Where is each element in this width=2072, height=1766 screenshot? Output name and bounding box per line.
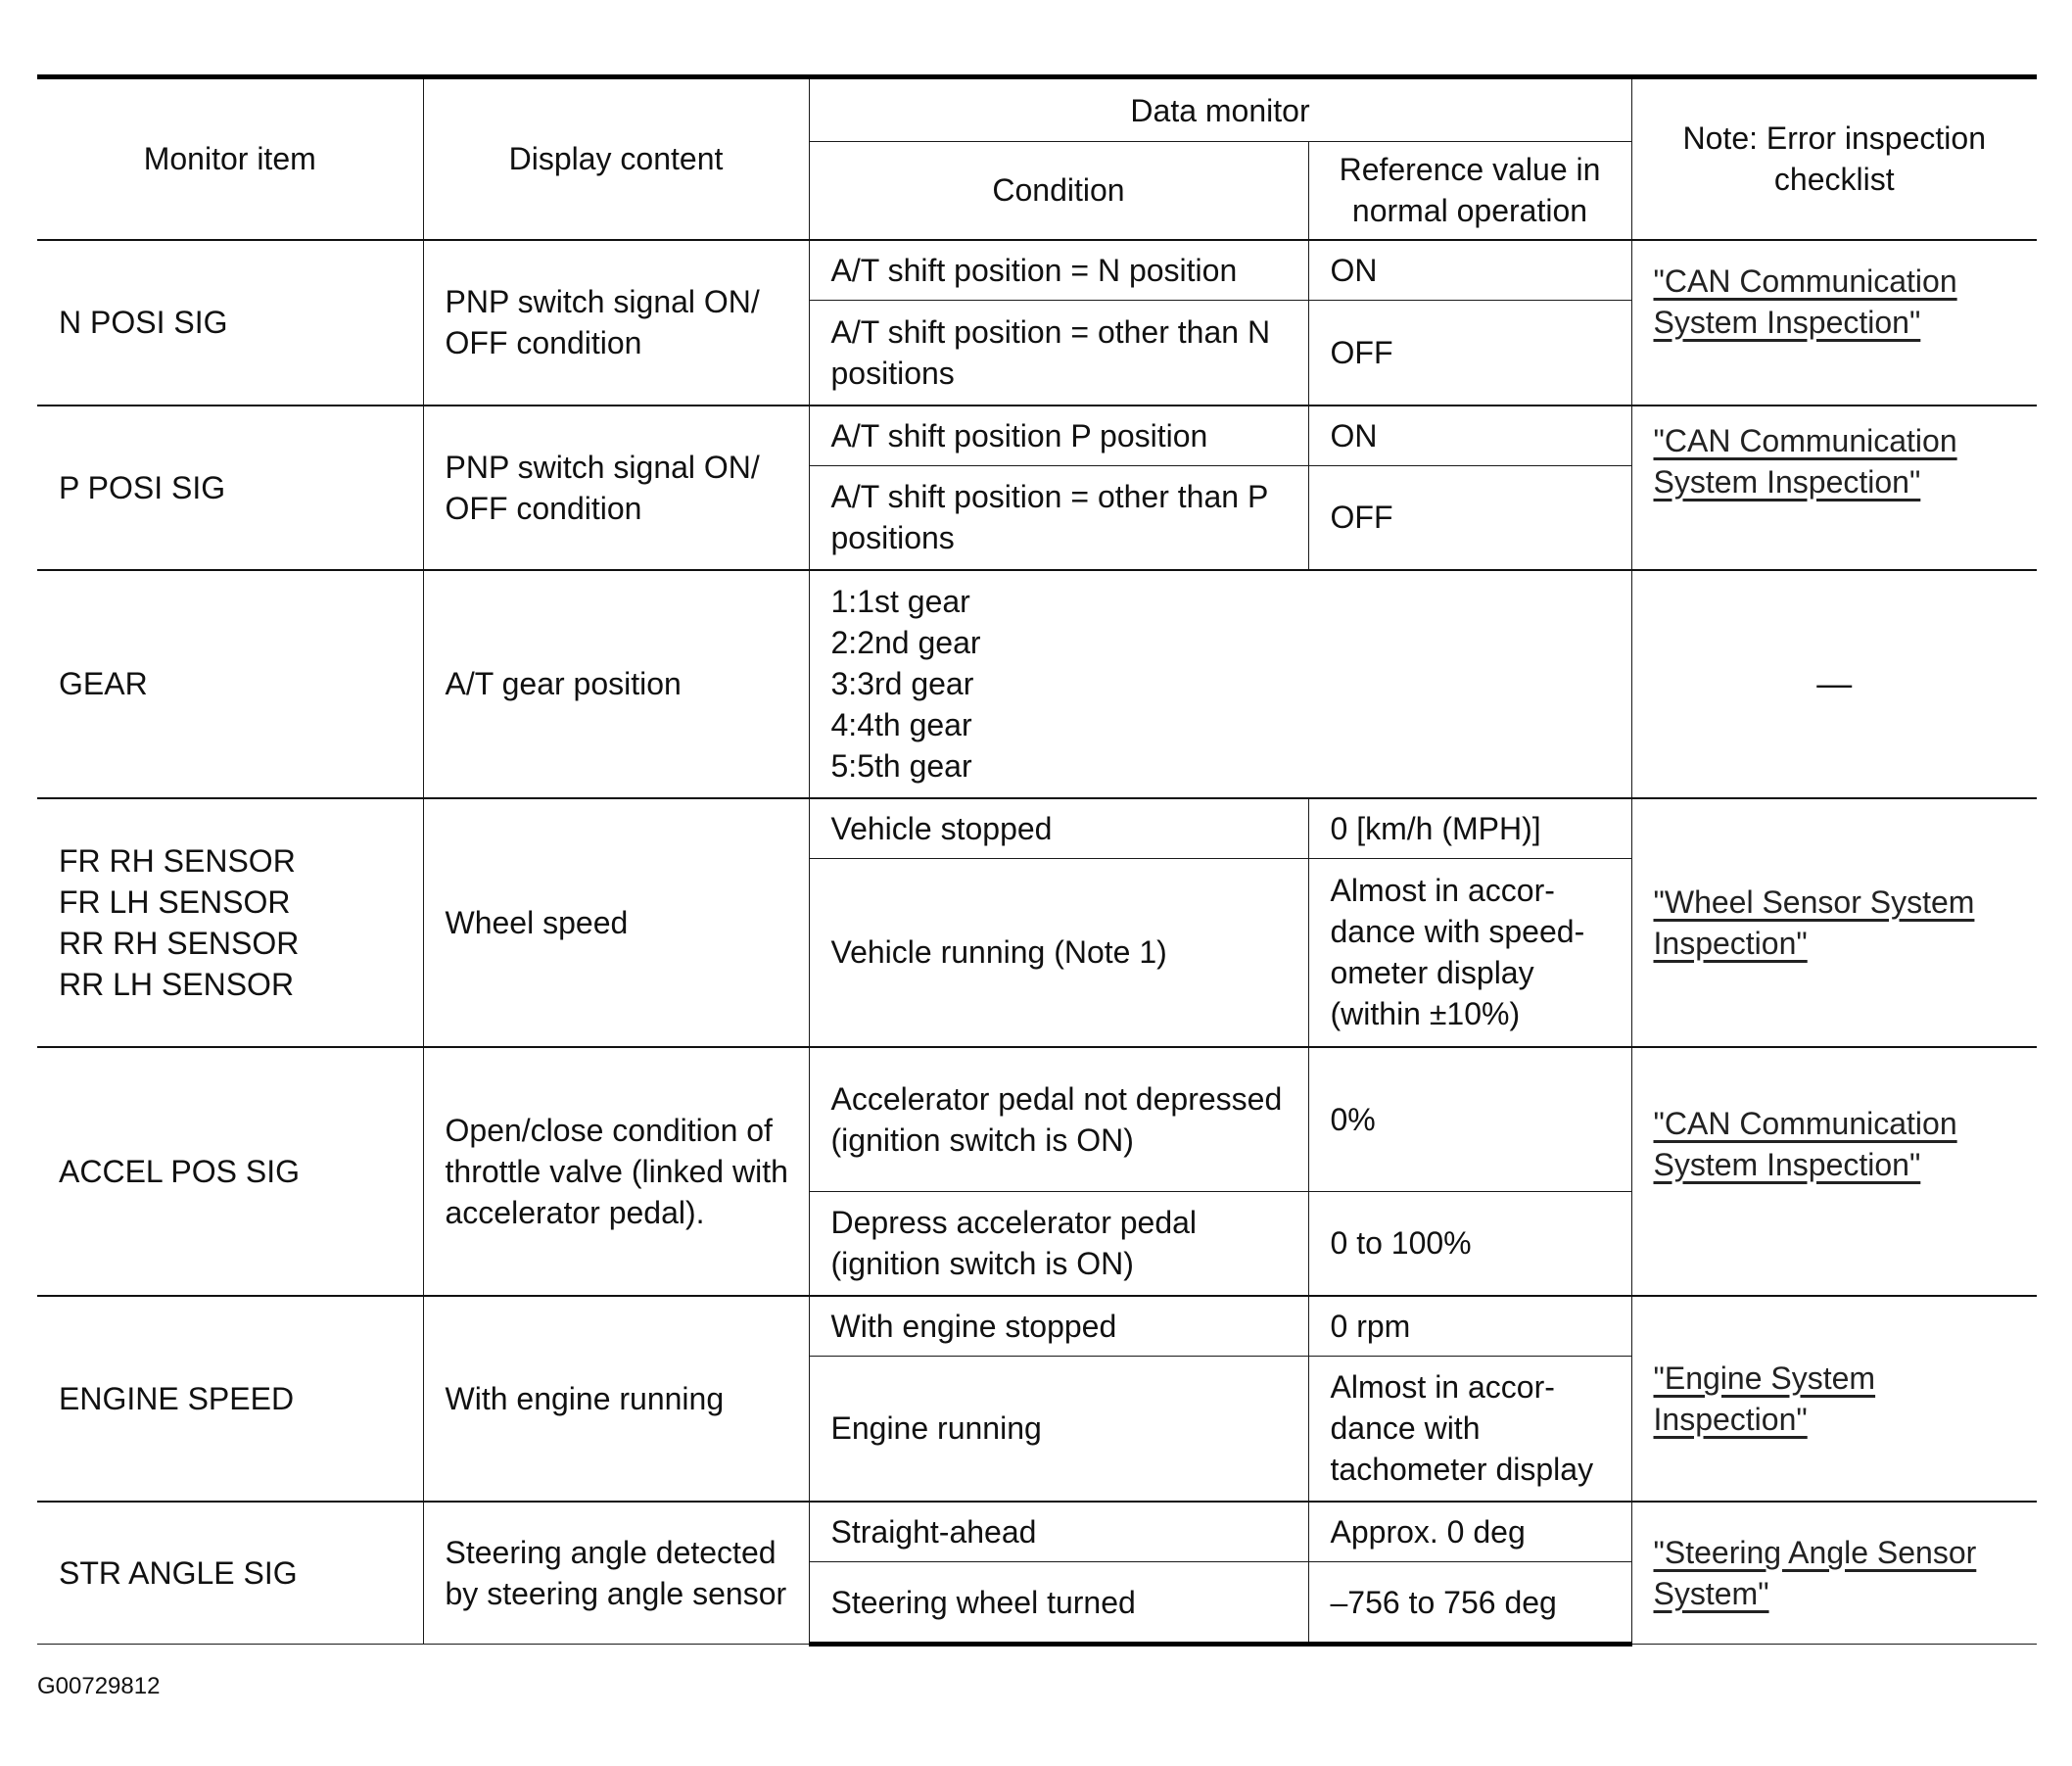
table-row — [37, 798, 2037, 859]
display-content-cell: Wheel speed — [423, 798, 809, 1047]
condition-cell: Depress accelerator pedal (ignition switch is ON) — [809, 1192, 1308, 1296]
reference-value-cell: 0 [km/h (MPH)] — [1308, 798, 1631, 859]
monitor-item-cell — [37, 406, 423, 570]
display-content-cell: PNP switch signal ON/ OFF condition — [423, 406, 809, 570]
condition-cell: Vehicle stopped — [809, 798, 1308, 859]
reference-value-cell: 0 to 100% — [1308, 1192, 1631, 1296]
reference-value-cell: OFF — [1308, 466, 1631, 570]
header-reference-value: Reference value in normal operation — [1308, 142, 1631, 240]
monitor-item: P POSI SIG — [59, 469, 226, 505]
condition-cell: A/T shift position = N position — [809, 240, 1308, 301]
header-display-content: Display content — [423, 77, 809, 240]
gear-list-item: 3:3rd gear — [830, 666, 974, 701]
image-code: G00729812 — [37, 1673, 161, 1699]
gear-list-item: 4:4th gear — [830, 707, 972, 742]
header-note: Note: Error inspection checklist — [1631, 77, 2037, 240]
note-cell — [1631, 1502, 2037, 1645]
table-row — [37, 1296, 2037, 1357]
reference-value-cell: –756 to 756 deg — [1308, 1562, 1631, 1645]
condition-cell: A/T shift position P position — [809, 406, 1308, 466]
table-row — [37, 240, 2037, 301]
table-row — [37, 570, 2037, 798]
monitor-item-cell — [37, 1047, 423, 1296]
condition-cell: With engine stopped — [809, 1296, 1308, 1357]
monitor-item: GEAR — [59, 666, 148, 701]
inspection-link[interactable]: "Wheel Sensor System Inspection" — [1653, 883, 1975, 961]
monitor-item: FR RH SENSOR — [59, 842, 296, 879]
monitor-item: RR LH SENSOR — [59, 966, 295, 1002]
monitor-item: RR RH SENSOR — [59, 925, 300, 961]
monitor-item: ENGINE SPEED — [59, 1380, 295, 1416]
header-monitor-item: Monitor item — [37, 77, 423, 240]
reference-value-cell: Almost in accor-dance with speed-ometer display (within ±10%) — [1308, 859, 1631, 1047]
monitor-item: FR LH SENSOR — [59, 883, 291, 920]
gear-list-item: 1:1st gear — [830, 584, 970, 619]
monitor-item-cell — [37, 240, 423, 406]
monitor-item-cell — [37, 1296, 423, 1502]
condition-cell: Vehicle running (Note 1) — [809, 859, 1308, 1047]
monitor-item-cell — [37, 798, 423, 1047]
reference-value-cell: Almost in accor-dance with tachometer display — [1308, 1357, 1631, 1502]
inspection-link[interactable]: "CAN Communication System Inspection" — [1653, 1105, 1957, 1182]
condition-cell: A/T shift position = other than N positions — [809, 301, 1308, 406]
note-cell — [1631, 570, 2037, 798]
header-condition: Condition — [809, 142, 1308, 240]
gear-list-cell — [809, 570, 1631, 798]
note-cell — [1631, 406, 2037, 570]
display-content-cell: PNP switch signal ON/ OFF condition — [423, 240, 809, 406]
condition-cell: A/T shift position = other than P positions — [809, 466, 1308, 570]
reference-value-cell: 0% — [1308, 1047, 1631, 1192]
table-row — [37, 1502, 2037, 1562]
note-cell — [1631, 240, 2037, 406]
monitor-item-cell — [37, 570, 423, 798]
monitor-item: N POSI SIG — [59, 305, 228, 340]
header-data-monitor: Data monitor — [809, 77, 1631, 142]
reference-value-cell: ON — [1308, 240, 1631, 301]
reference-value-cell: Approx. 0 deg — [1308, 1502, 1631, 1562]
condition-cell: Straight-ahead — [809, 1502, 1308, 1562]
note-dash: — — [1816, 663, 1853, 703]
inspection-link[interactable]: "Engine System Inspection" — [1653, 1360, 1876, 1437]
display-content-cell: Steering angle detected by steering angle sensor — [423, 1502, 809, 1645]
monitor-item-cell — [37, 1502, 423, 1645]
condition-cell: Steering wheel turned — [809, 1562, 1308, 1645]
monitor-item: ACCEL POS SIG — [59, 1153, 300, 1189]
inspection-link[interactable]: "CAN Communication System Inspection" — [1653, 422, 1957, 500]
note-cell — [1631, 798, 2037, 1047]
note-cell — [1631, 1047, 2037, 1296]
display-content-cell: A/T gear position — [423, 570, 809, 798]
gear-list-item: 5:5th gear — [830, 748, 972, 784]
display-content-cell: With engine running — [423, 1296, 809, 1502]
monitor-table — [37, 74, 2037, 1647]
monitor-item: STR ANGLE SIG — [59, 1554, 298, 1591]
header-row-1 — [37, 77, 2037, 142]
reference-value-cell: ON — [1308, 406, 1631, 466]
condition-cell: Accelerator pedal not depressed (ignition switch is ON) — [809, 1047, 1308, 1192]
reference-value-cell: 0 rpm — [1308, 1296, 1631, 1357]
display-content-cell: Open/close condition of throttle valve (linked with accelerator pedal). — [423, 1047, 809, 1296]
inspection-link[interactable]: "Steering Angle Sensor System" — [1653, 1534, 1977, 1611]
inspection-link[interactable]: "CAN Communication System Inspection" — [1653, 263, 1957, 340]
table-row — [37, 1047, 2037, 1192]
condition-cell: Engine running — [809, 1357, 1308, 1502]
note-cell — [1631, 1296, 2037, 1502]
reference-value-cell: OFF — [1308, 301, 1631, 406]
table-row — [37, 406, 2037, 466]
gear-list-item: 2:2nd gear — [830, 625, 981, 660]
